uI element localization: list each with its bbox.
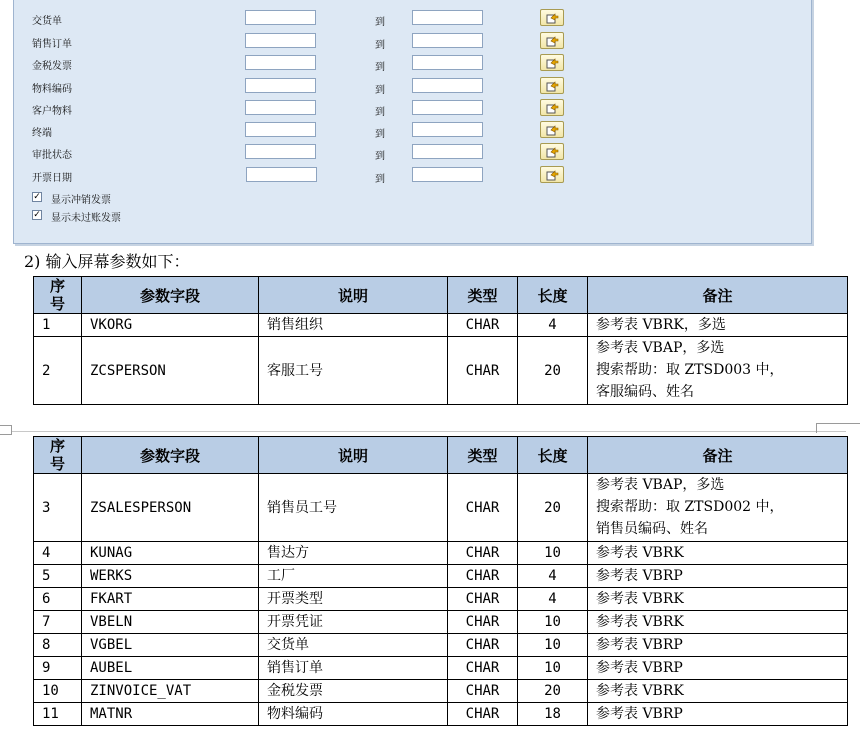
length-cell: 20	[518, 337, 588, 405]
checkbox-box[interactable]: ✓	[33, 192, 41, 202]
to-input[interactable]	[412, 144, 483, 159]
to-label: 到	[375, 62, 385, 73]
length-cell: 4	[518, 314, 588, 337]
to-label: 到	[375, 129, 385, 140]
to-label: 到	[375, 107, 385, 118]
to-input[interactable]	[412, 55, 483, 70]
field-name-cell: ZCSPERSON	[82, 337, 259, 405]
field-name-cell: MATNR	[82, 703, 259, 726]
table-header-cell: 类型	[448, 277, 518, 314]
length-cell: 20	[518, 474, 588, 542]
field-name-cell: VGBEL	[82, 634, 259, 657]
table-row	[34, 588, 848, 611]
table-row	[34, 565, 848, 588]
from-input[interactable]	[245, 78, 316, 93]
remark-line: 搜索帮助：取 ZTSD002 中，	[596, 499, 784, 515]
remark-cell	[588, 634, 848, 657]
field-name-cell: FKART	[82, 588, 259, 611]
remark-line: 搜索帮助：取 ZTSD003 中，	[596, 362, 784, 378]
multiple-selection-button[interactable]	[540, 54, 564, 71]
length-cell: 18	[518, 703, 588, 726]
multiple-selection-icon	[546, 57, 559, 69]
from-input[interactable]	[245, 10, 316, 25]
type-cell: CHAR	[448, 542, 518, 565]
selection-row	[14, 9, 811, 29]
description-cell: 客服工号	[259, 337, 448, 405]
remark-line: 参考表 VBRP	[596, 568, 683, 584]
row-number-cell: 3	[34, 474, 82, 542]
table-row	[34, 634, 848, 657]
field-name-cell: ZSALESPERSON	[82, 474, 259, 542]
remark-line: 参考表 VBRK	[596, 614, 684, 630]
selection-label: 金税发票	[32, 61, 72, 72]
multiple-selection-icon	[546, 124, 559, 136]
length-cell: 10	[518, 611, 588, 634]
parameter-table-1	[33, 276, 848, 405]
multiple-selection-button[interactable]	[540, 32, 564, 49]
length-cell: 20	[518, 680, 588, 703]
remark-cell	[588, 680, 848, 703]
table-header-cell: 说明	[259, 277, 448, 314]
row-number-cell: 10	[34, 680, 82, 703]
remark-cell	[588, 314, 848, 337]
remark-line: 参考表 VBRP	[596, 637, 683, 653]
table-row	[34, 611, 848, 634]
selection-label: 开票日期	[32, 173, 72, 184]
remark-line: 客服编码、姓名	[596, 384, 694, 400]
type-cell: CHAR	[448, 565, 518, 588]
table-row	[34, 337, 848, 405]
row-number-cell: 7	[34, 611, 82, 634]
description-cell: 交货单	[259, 634, 448, 657]
remark-cell	[588, 565, 848, 588]
type-cell: CHAR	[448, 474, 518, 542]
parameter-table-2	[33, 436, 848, 726]
type-cell: CHAR	[448, 314, 518, 337]
selection-row	[14, 143, 811, 163]
remark-cell	[588, 542, 848, 565]
selection-row	[14, 32, 811, 52]
row-number-cell: 2	[34, 337, 82, 405]
description-cell: 工厂	[259, 565, 448, 588]
to-label: 到	[375, 174, 385, 185]
remark-line: 参考表 VBRK	[596, 545, 684, 561]
table-header-cell: 参数字段	[82, 437, 259, 474]
to-input[interactable]	[412, 33, 483, 48]
type-cell: CHAR	[448, 680, 518, 703]
table-row	[34, 314, 848, 337]
to-label: 到	[375, 151, 385, 162]
selection-row	[14, 166, 811, 186]
description-cell: 金税发票	[259, 680, 448, 703]
row-number-cell: 6	[34, 588, 82, 611]
description-cell: 物料编码	[259, 703, 448, 726]
remark-line: 参考表 VBRP	[596, 706, 683, 722]
table-header-cell: 说明	[259, 437, 448, 474]
row-number-cell: 1	[34, 314, 82, 337]
table-header-cell: 序 号	[34, 277, 82, 314]
checkbox-box[interactable]: ✓	[33, 210, 41, 220]
description-cell: 销售员工号	[259, 474, 448, 542]
table-header-cell: 序 号	[34, 437, 82, 474]
row-number-cell: 4	[34, 542, 82, 565]
table-header-cell: 参数字段	[82, 277, 259, 314]
sap-selection-screen	[13, 0, 812, 244]
field-name-cell: VKORG	[82, 314, 259, 337]
from-input[interactable]	[245, 122, 316, 137]
to-input[interactable]	[412, 100, 483, 115]
type-cell: CHAR	[448, 634, 518, 657]
multiple-selection-icon	[546, 35, 559, 47]
remark-line: 参考表 VBAP，多选	[596, 340, 725, 356]
remark-line: 参考表 VBRK	[596, 683, 684, 699]
checkbox-label: 显示冲销发票	[51, 195, 111, 206]
length-cell: 4	[518, 588, 588, 611]
selection-label: 销售订单	[32, 39, 72, 50]
checkbox-label: 显示未过账发票	[51, 213, 121, 224]
multiple-selection-button[interactable]	[540, 121, 564, 138]
field-name-cell: VBELN	[82, 611, 259, 634]
multiple-selection-icon	[546, 169, 559, 181]
to-label: 到	[375, 40, 385, 51]
type-cell: CHAR	[448, 657, 518, 680]
selection-row	[14, 121, 811, 141]
length-cell: 10	[518, 634, 588, 657]
description-cell: 售达方	[259, 542, 448, 565]
selection-row	[14, 77, 811, 97]
row-number-cell: 9	[34, 657, 82, 680]
type-cell: CHAR	[448, 611, 518, 634]
selection-label: 客户物料	[32, 106, 72, 117]
table-header-cell: 长度	[518, 277, 588, 314]
multiple-selection-button[interactable]	[540, 166, 564, 183]
remark-line: 参考表 VBRK	[596, 591, 684, 607]
selection-label: 审批状态	[32, 150, 72, 161]
multiple-selection-icon	[546, 102, 559, 114]
multiple-selection-icon	[546, 12, 559, 24]
type-cell: CHAR	[448, 703, 518, 726]
description-cell: 开票类型	[259, 588, 448, 611]
row-number-cell: 8	[34, 634, 82, 657]
multiple-selection-button[interactable]	[540, 9, 564, 26]
selection-row	[14, 54, 811, 74]
field-name-cell: AUBEL	[82, 657, 259, 680]
from-input[interactable]	[245, 55, 316, 70]
section-heading: 2) 输入屏幕参数如下：	[24, 252, 190, 271]
remark-line: 参考表 VBRP	[596, 660, 683, 676]
description-cell: 开票凭证	[259, 611, 448, 634]
multiple-selection-icon	[546, 146, 559, 158]
table-header-cell: 类型	[448, 437, 518, 474]
table-header-cell: 备注	[588, 437, 848, 474]
description-cell: 销售订单	[259, 657, 448, 680]
description-cell: 销售组织	[259, 314, 448, 337]
multiple-selection-button[interactable]	[540, 77, 564, 94]
selection-label: 物料编码	[32, 84, 72, 95]
table-header-cell: 备注	[588, 277, 848, 314]
selection-label: 交货单	[32, 16, 62, 27]
table-row	[34, 657, 848, 680]
row-number-cell: 11	[34, 703, 82, 726]
remark-cell	[588, 657, 848, 680]
remark-cell	[588, 588, 848, 611]
remark-cell	[588, 337, 848, 405]
table-row	[34, 542, 848, 565]
remark-line: 销售员编码、姓名	[596, 521, 708, 537]
row-number-cell: 5	[34, 565, 82, 588]
remark-cell	[588, 611, 848, 634]
from-input[interactable]	[245, 144, 316, 159]
to-input[interactable]	[412, 78, 483, 93]
remark-line: 参考表 VBAP，多选	[596, 477, 725, 493]
to-input[interactable]	[412, 122, 483, 137]
remark-cell	[588, 703, 848, 726]
type-cell: CHAR	[448, 588, 518, 611]
from-input[interactable]	[246, 167, 317, 182]
from-input[interactable]	[245, 100, 316, 115]
to-input[interactable]	[412, 167, 483, 182]
remark-cell	[588, 474, 848, 542]
to-input[interactable]	[412, 10, 483, 25]
from-input[interactable]	[245, 33, 316, 48]
length-cell: 10	[518, 542, 588, 565]
to-label: 到	[375, 85, 385, 96]
multiple-selection-button[interactable]	[540, 99, 564, 116]
field-name-cell: WERKS	[82, 565, 259, 588]
table-row	[34, 703, 848, 726]
multiple-selection-icon	[546, 80, 559, 92]
multiple-selection-button[interactable]	[540, 143, 564, 160]
length-cell: 4	[518, 565, 588, 588]
type-cell: CHAR	[448, 337, 518, 405]
table-row	[34, 680, 848, 703]
remark-line: 参考表 VBRK，多选	[596, 317, 726, 333]
selection-label: 终端	[32, 128, 52, 139]
field-name-cell: KUNAG	[82, 542, 259, 565]
selection-row	[14, 99, 811, 119]
table-header-cell: 长度	[518, 437, 588, 474]
length-cell: 10	[518, 657, 588, 680]
field-name-cell: ZINVOICE_VAT	[82, 680, 259, 703]
to-label: 到	[375, 17, 385, 28]
table-row	[34, 474, 848, 542]
